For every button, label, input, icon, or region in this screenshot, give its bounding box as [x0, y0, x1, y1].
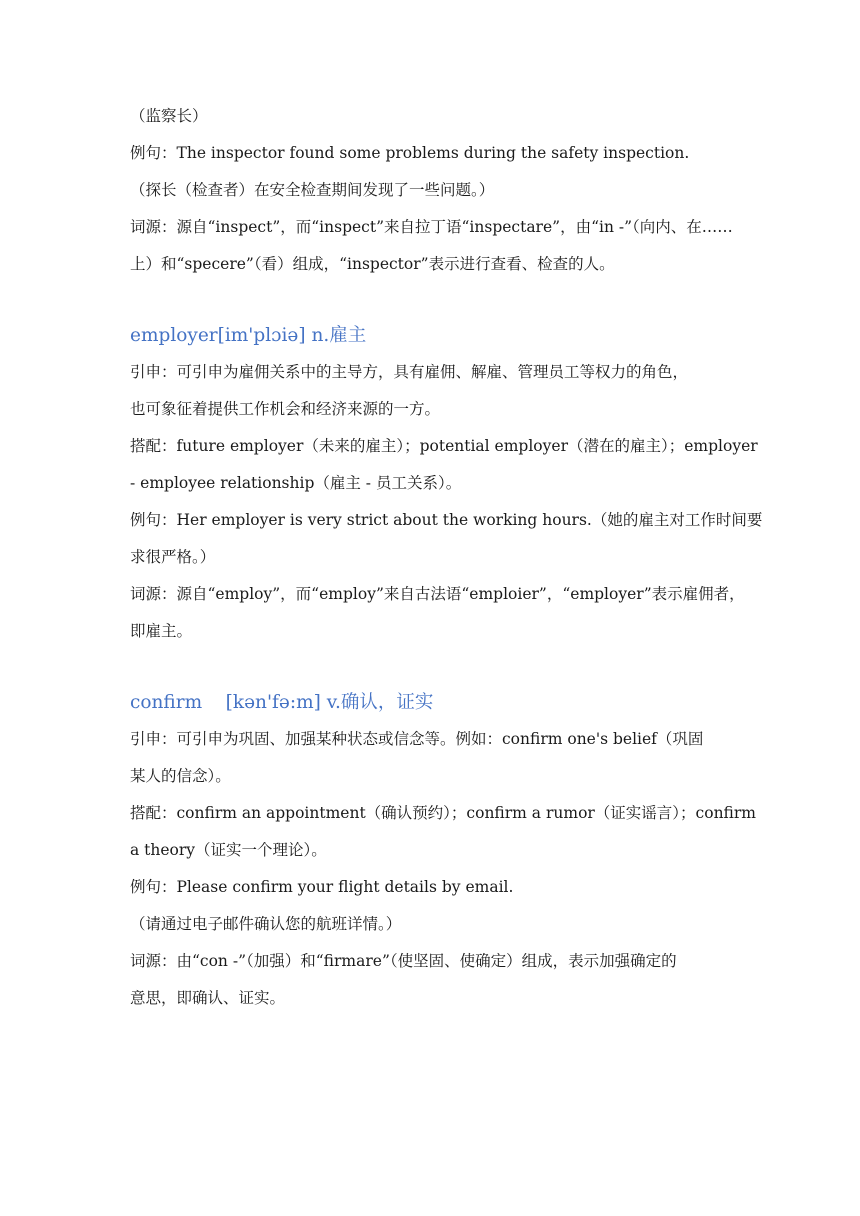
example-sentence: 例句：Please confirm your flight details by email. [130, 878, 514, 896]
extension-line-2: 也可象征着提供工作机会和经济来源的一方。 [130, 400, 441, 418]
etymology-line-2: 意思，即确认、证实。 [130, 989, 286, 1007]
example-line-2: 求很严格。） [130, 548, 216, 566]
entry-inspector [130, 98, 733, 283]
collocation-line-1: 搭配：confirm an appointment（确认预约）；confirm a rumor（证实谣言）；confirm [130, 804, 756, 822]
etymology-line-1: 词源：由“con -”（加强）和“firmare”（使坚固、使确定）组成，表示加强确定的 [130, 952, 677, 970]
collocation-line-1: 搭配：future employer（未来的雇主）；potential employer（潜在的雇主）；employer [130, 437, 758, 455]
example-line-1: 例句：Her employer is very strict about the working hours.（她的雇主对工作时间要 [130, 511, 763, 529]
extension-line-1: 引申：可引申为巩固、加强某种状态或信念等。例如：confirm one's belief（巩固 [130, 730, 704, 748]
entry-confirm [130, 684, 756, 1017]
etymology-line-1: 词源：源自“employ”，而“employ”来自古法语“emploier”，“employer”表示雇佣者， [130, 585, 745, 603]
extension-line-1: 引申：可引申为雇佣关系中的主导方，具有雇佣、解雇、管理员工等权力的角色， [130, 363, 689, 381]
example-sentence: 例句：The inspector found some problems during the safety inspection. [130, 144, 690, 162]
entry-employer [130, 317, 763, 650]
extension-line-2: 某人的信念）。 [130, 767, 231, 785]
definition-continuation: （监察长） [130, 107, 208, 125]
document-page [130, 98, 763, 1017]
etymology-line-2: 即雇主。 [130, 622, 193, 640]
etymology-line-2: 上）和“specere”（看）组成，“inspector”表示进行查看、检查的人。 [130, 255, 615, 273]
word-heading-confirm: confirm [kən'fə:m] v.确认，证实 [130, 692, 434, 713]
example-translation: （探长（检查者）在安全检查期间发现了一些问题。） [130, 181, 495, 199]
collocation-line-2: - employee relationship（雇主 - 员工关系）。 [130, 474, 462, 492]
collocation-line-2: a theory（证实一个理论）。 [130, 841, 327, 859]
spacer [130, 283, 730, 317]
spacer [130, 650, 730, 684]
example-translation: （请通过电子邮件确认您的航班详情。） [130, 915, 402, 933]
etymology-line-1: 词源：源自“inspect”，而“inspect”来自拉丁语“inspectare”，由“in -”（向内、在…… [130, 218, 733, 236]
word-heading-employer: employer[im'plɔiə] n.雇主 [130, 325, 367, 346]
